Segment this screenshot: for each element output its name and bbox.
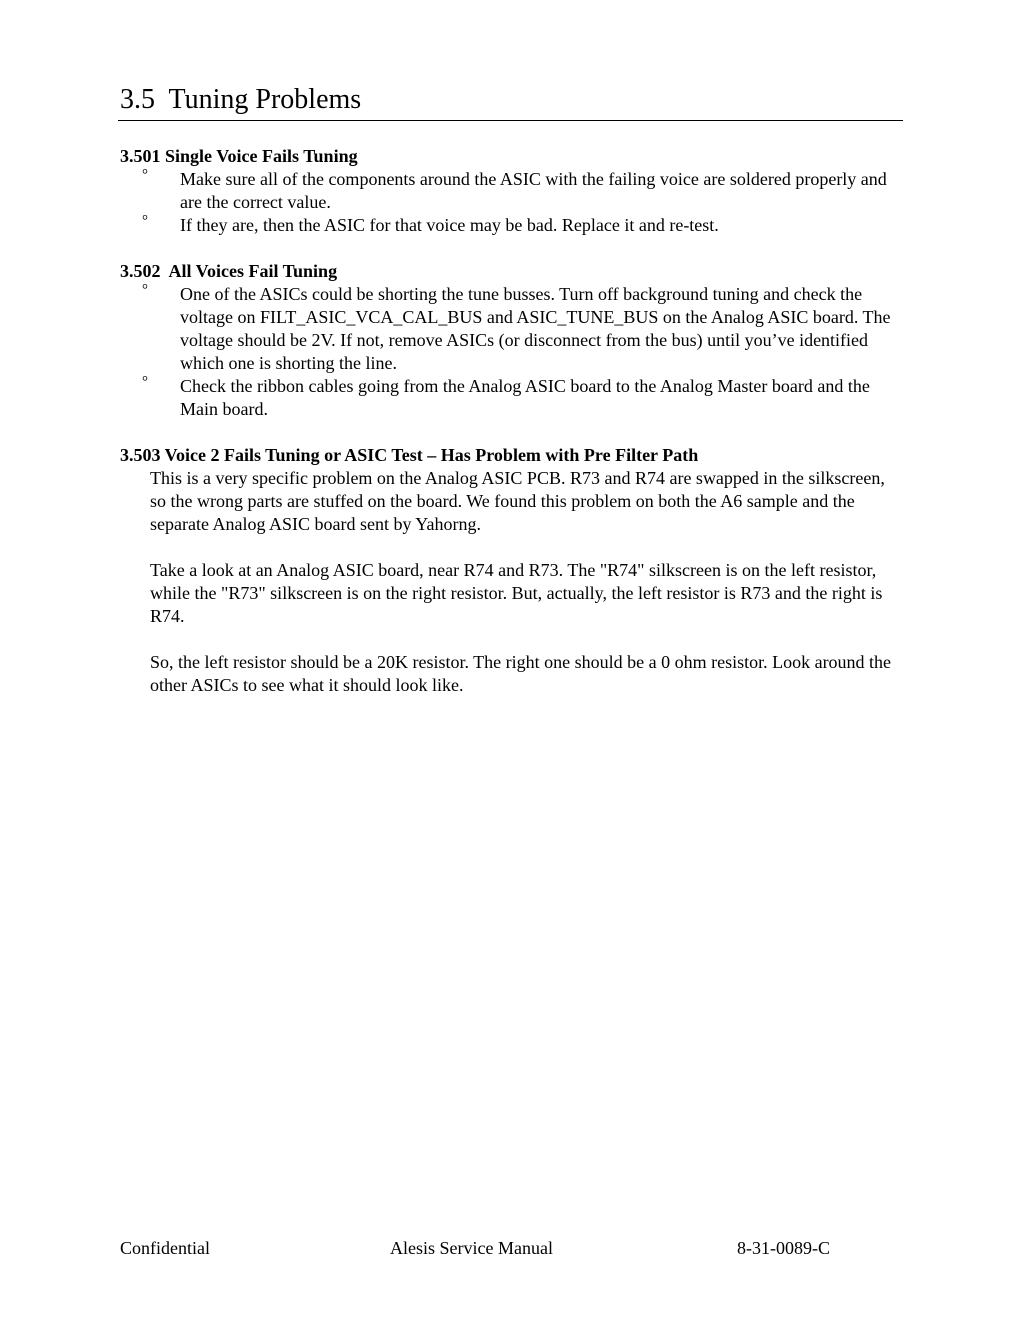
bullet-text: Check the ribbon cables going from the Analog ASIC board to the Analog Master board and the Main board. (180, 376, 870, 419)
bullet-text: Make sure all of the components around the ASIC with the failing voice are soldered properly and are the correct value. (180, 169, 887, 212)
bullet-list (120, 283, 905, 421)
bullet-text: One of the ASICs could be shorting the tune busses. Turn off background tuning and check the voltage on FILT_ASIC_VCA_CAL_BUS and ASIC_TUNE_BUS on the Analog ASIC board. The voltage should be 2V. If not, remove ASICs (or disconnect from the bus) until you’ve identified which one is shorting the line. (180, 284, 891, 373)
body-paragraph: So, the left resistor should be a 20K resistor. The right one should be a 0 ohm resistor. Look around the other ASICs to see what it should look like. (150, 652, 892, 695)
degree-bullet-icon: ° (142, 374, 148, 390)
degree-bullet-icon: ° (142, 167, 148, 183)
degree-bullet-icon: ° (142, 282, 148, 298)
bullet-item (120, 375, 905, 421)
section-heading: 3.502 All Voices Fail Tuning (120, 261, 338, 281)
section-3-502 (120, 260, 905, 421)
bullet-item (120, 168, 905, 214)
footer-right-text: 8-31-0089-C (737, 1238, 830, 1258)
page-title: 3.5 Tuning Problems (120, 84, 362, 115)
bullet-list (120, 168, 905, 237)
footer-left-text: Confidential (120, 1238, 210, 1258)
footer-center-text: Alesis Service Manual (390, 1238, 553, 1258)
bullet-item (120, 283, 905, 375)
title-divider (118, 120, 903, 121)
section-heading: 3.503 Voice 2 Fails Tuning or ASIC Test – Has Problem with Pre Filter Path (120, 445, 699, 465)
degree-bullet-icon: ° (142, 213, 148, 229)
bullet-text: If they are, then the ASIC for that voice may be bad. Replace it and re-test. (180, 215, 719, 235)
body-paragraph: Take a look at an Analog ASIC board, near R74 and R73. The "R74" silkscreen is on the left resistor, while the "R73" silkscreen is on the right resistor. But, actually, the left resistor is R73 and the right is R74. (150, 560, 883, 626)
section-3-503 (120, 444, 905, 720)
body-paragraph: This is a very specific problem on the Analog ASIC PCB. R73 and R74 are swapped in the silkscreen, so the wrong parts are stuffed on the board. We found this problem on both the A6 sample and the separate Analog ASIC board sent by Yahorng. (150, 468, 885, 534)
section-heading: 3.501 Single Voice Fails Tuning (120, 146, 358, 166)
bullet-item (120, 214, 905, 237)
section-3-501 (120, 145, 905, 237)
